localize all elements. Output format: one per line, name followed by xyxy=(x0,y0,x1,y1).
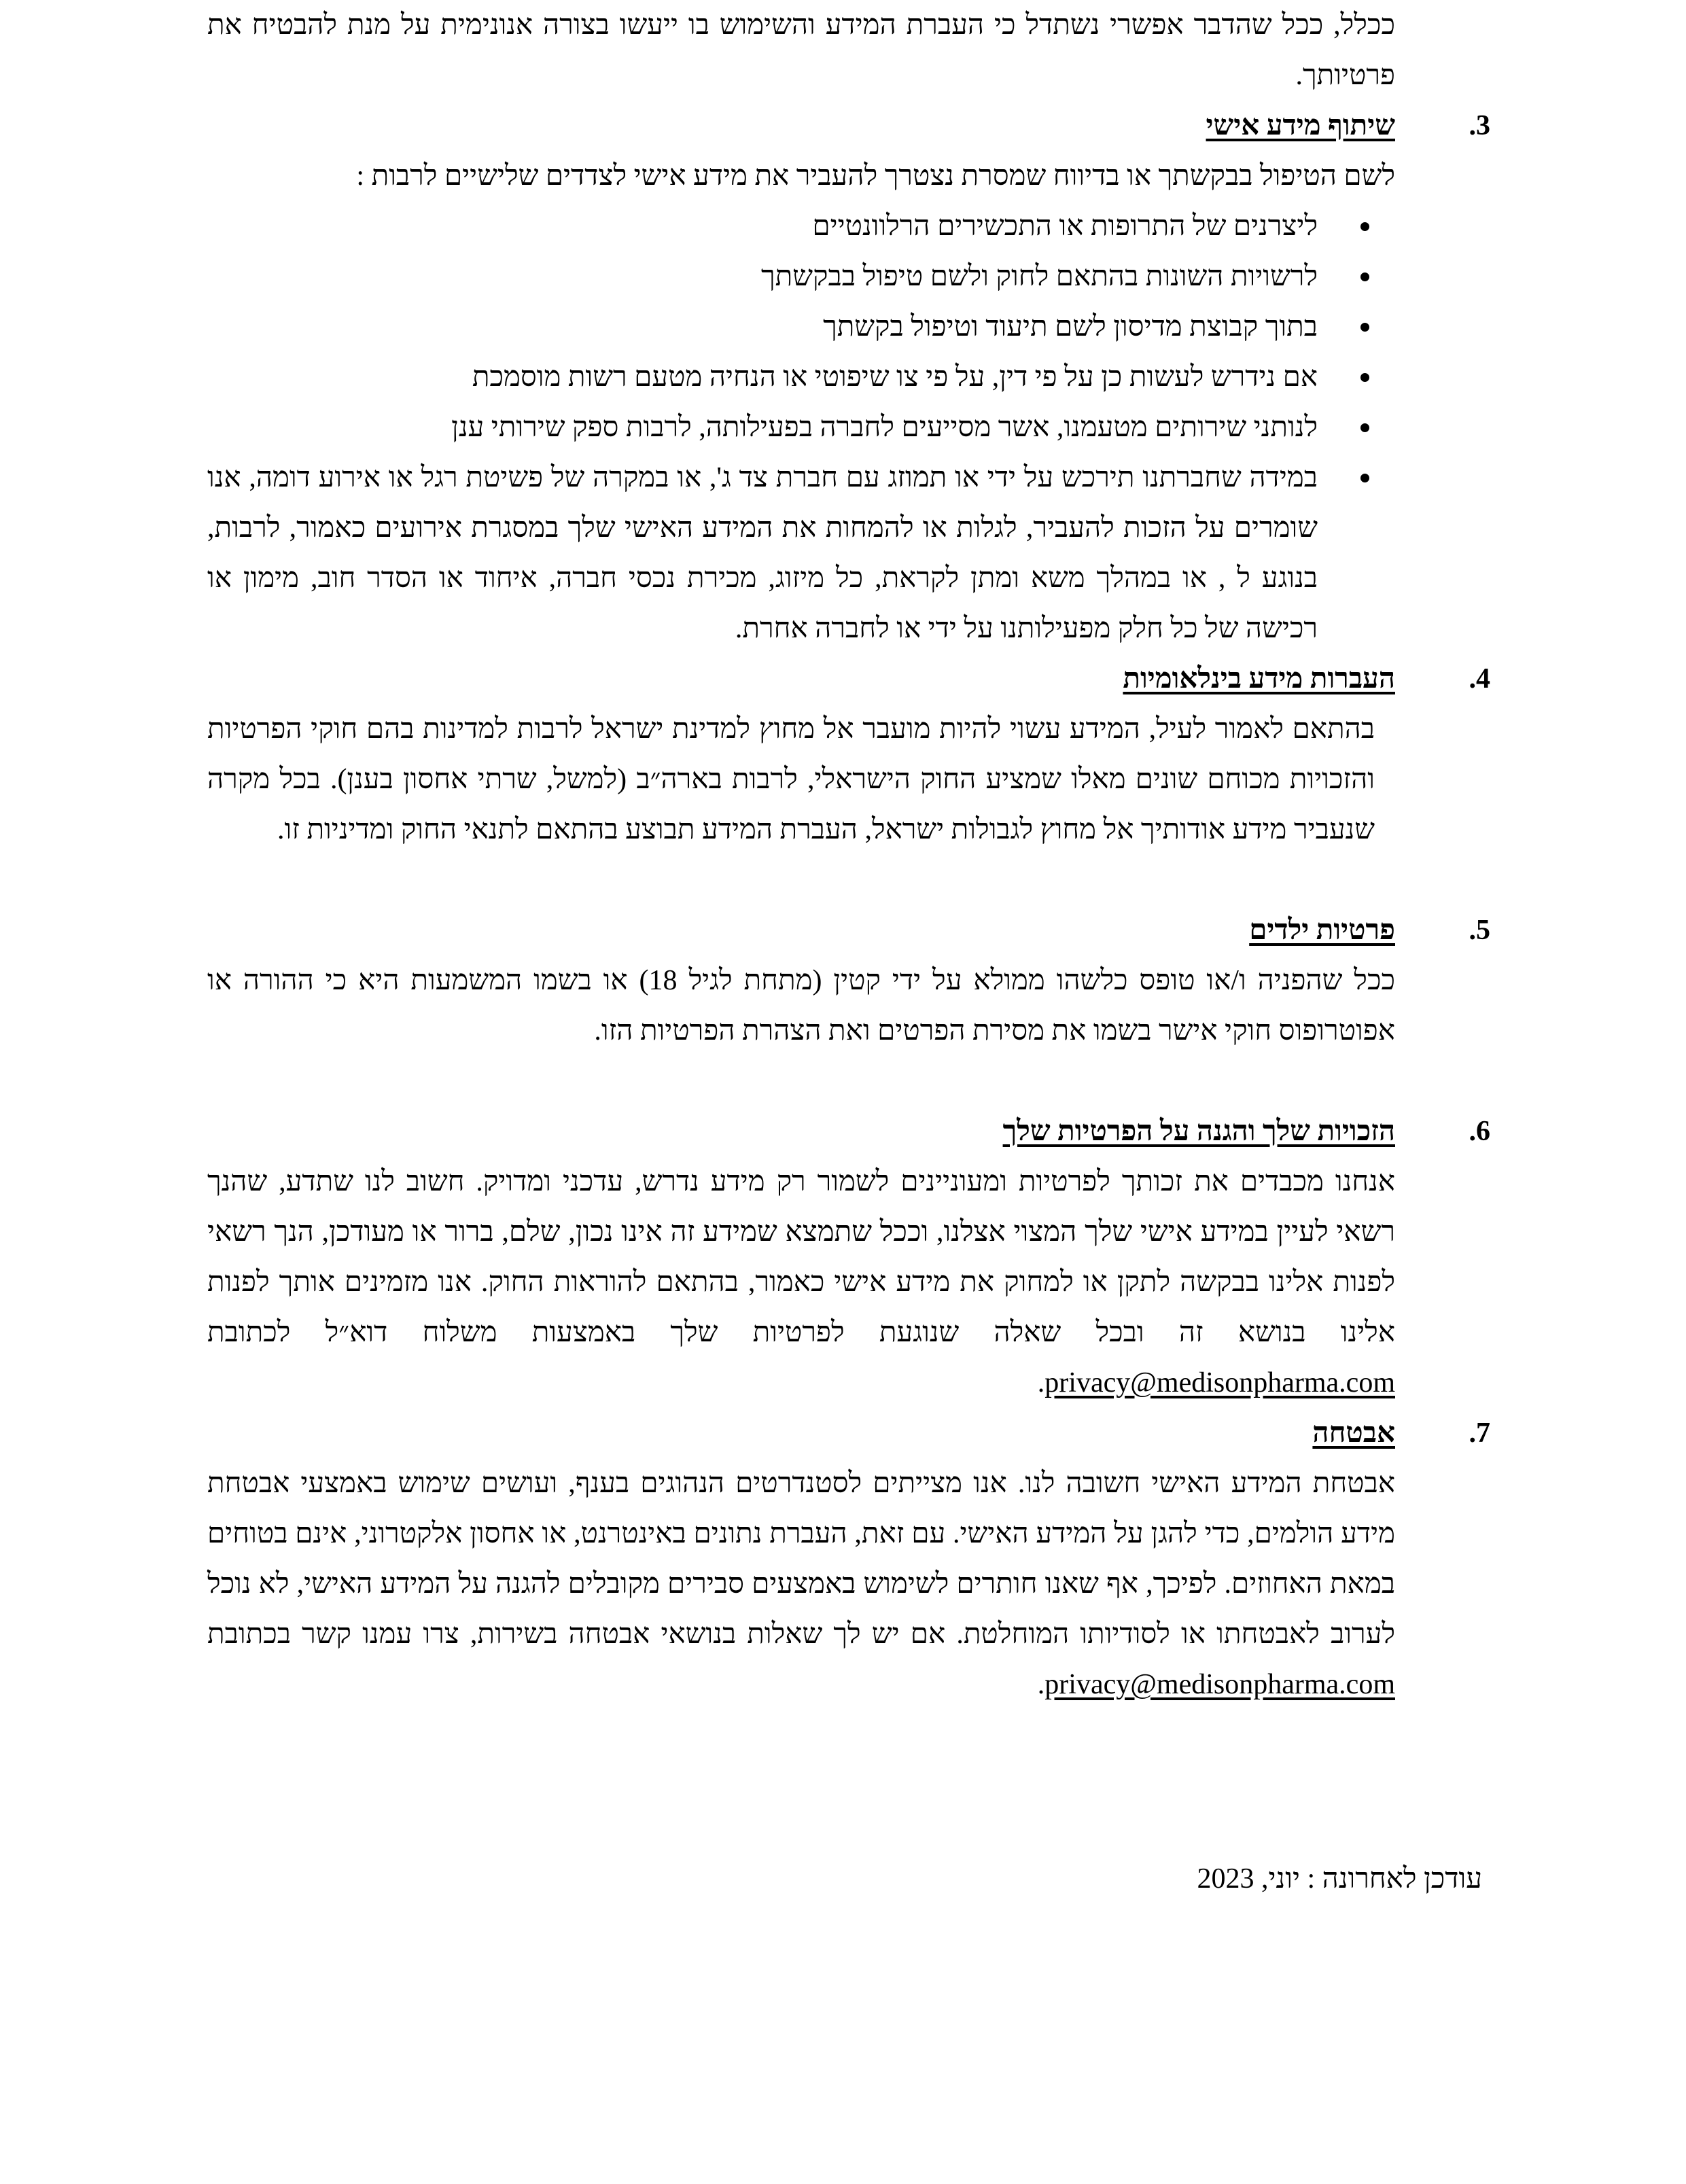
list-item: בתוך קבוצת מדיסון לשם תיעוד וטיפול בקשתך xyxy=(207,302,1318,352)
bullet-icon xyxy=(1360,323,1369,332)
security-email-link[interactable]: privacy@medisonpharma.com xyxy=(1044,1669,1395,1700)
privacy-email-link[interactable]: privacy@medisonpharma.com xyxy=(1044,1367,1395,1398)
section-title: העברות מידע בינלאומיות xyxy=(1123,663,1395,694)
last-updated-note: עודכן לאחרונה : יוני, 2023 xyxy=(1197,1863,1482,1895)
section-5-body: ככל שהפניה ו/או טופס כלשהו ממולא על ידי קטין (מתחת לגיל 18) או בשמו המשמעות היא כי ההורה או אפוטרופוס חוקי אישר בשמו את מסירת הפרטים ואת הצהרת הפרטיות הזו. xyxy=(207,965,1395,1046)
section-title: פרטיות ילדים xyxy=(1249,915,1395,946)
section-number: .3 xyxy=(1469,110,1490,141)
section-5-heading xyxy=(207,905,1490,955)
section-title: הזכויות שלך והגנה על הפרטיות שלך xyxy=(1002,1116,1395,1147)
section-4-heading xyxy=(207,654,1490,704)
section-number: .7 xyxy=(1469,1417,1490,1449)
document-body xyxy=(207,0,1490,1710)
section-6-body: אנחנו מכבדים את זכותך לפרטיות ומעוניינים לשמור רק מידע נדרש, עדכני ומדויק. חשוב לנו שתדע, שהנך רשאי לעיין במידע אישי שלך המצוי אצלנו, וככל שתמצא שמידע זה אינו נכון, שלם, ברור או מעודכן, הנך רשאי לפנות אלינו בבקשה לתקן או למחוק את מידע אישי כאמור, בהתאם להוראות החוק. אנו מזמינים אותך לפנות אלינו בנושא זה ובכל שאלה שנוגעת לפרטיות שלך באמצעות משלוח דוא״ל לכתובת privacy@medisonpharma.com. xyxy=(207,1166,1395,1398)
list-item: ליצרנים של התרופות או התכשירים הרלוונטיים xyxy=(207,201,1318,251)
bullet-icon xyxy=(1360,222,1369,231)
section-number: .5 xyxy=(1469,915,1490,946)
section-title: אבטחה xyxy=(1312,1417,1395,1449)
list-item: אם נידרש לעשות כן על פי דין, על פי צו שיפוטי או הנחיה מטעם רשות מוסמכת xyxy=(207,352,1318,402)
list-item: במידה שחברתנו תירכש על ידי או תמוזג עם חברת צד ג', או במקרה של פשיטת רגל או אירוע דומה, אנו שומרים על הזכות להעביר, לגלות או להמחות את המידע האישי שלך במסגרת אירועים כאמור, לרבות, בנוגע ל , או במהלך משא ומתן לקראת, כל מיזוג, מכירת נכסי חברה, איחוד או הסדר חוב, מימון או רכישה של כל חלק מפעילותנו על ידי או לחברה אחרת. xyxy=(207,453,1318,654)
section-3-lead: לשם הטיפול בבקשתך או בדיווח שמסרת נצטרך להעביר את מידע אישי לצדדים שלישיים לרבות : xyxy=(356,160,1395,192)
section-7-body: אבטחת המידע האישי חשובה לנו. אנו מצייתים לסטנדרטים הנהוגים בענף, ועושים שימוש באמצעי אבטחת מידע הולמים, כדי להגן על המידע האישי. עם זאת, העברת נתונים באינטרנט, או אחסון אלקטרוני, אינם בטוחים במאת האחוזים. לפיכך, אף שאנו חותרים לשימוש באמצעים סבירים מקובלים להגנה על המידע האישי, לא נוכל לערוב לאבטחתו או לסודיותו המוחלטת. אם יש לך שאלות בנושאי אבטחה בשירות, צרו עמנו קשר בכתובת privacy@medisonpharma.com. xyxy=(207,1468,1395,1700)
section-6-heading xyxy=(207,1106,1490,1157)
bullet-icon xyxy=(1360,474,1369,482)
section-3-heading xyxy=(207,101,1490,151)
section-number: .6 xyxy=(1469,1116,1490,1147)
section-7-heading xyxy=(207,1408,1490,1458)
recipients-list xyxy=(207,201,1395,654)
bullet-icon xyxy=(1360,423,1369,432)
list-item: לרשויות השונות בהתאם לחוק ולשם טיפול בבקשתך xyxy=(207,251,1318,302)
intro-paragraph: ככלל, ככל שהדבר אפשרי נשתדל כי העברת המידע והשימוש בו ייעשו בצורה אנונימית על מנת להבטיח את פרטיותך. xyxy=(207,10,1395,91)
list-item: לנותני שירותים מטעמנו, אשר מסייעים לחברה בפעילותה, לרבות ספק שירותי ענן xyxy=(207,402,1318,453)
section-number: .4 xyxy=(1469,663,1490,694)
section-title: שיתוף מידע אישי xyxy=(1206,110,1395,141)
section-4-body: בהתאם לאמור לעיל, המידע עשוי להיות מועבר אל מחוץ למדינת ישראל לרבות למדינות בהם חוקי הפרטיות והזכויות מכוחם שונים מאלו שמציע החוק הישראלי, לרבות בארה״ב (למשל, שרתי אחסון בענן). בכל מקרה שנעביר מידע אודותיך אל מחוץ לגבולות ישראל, העברת המידע תבוצע בהתאם לתנאי החוק ומדיניות זו. xyxy=(207,714,1375,845)
bullet-icon xyxy=(1360,272,1369,281)
bullet-icon xyxy=(1360,373,1369,382)
